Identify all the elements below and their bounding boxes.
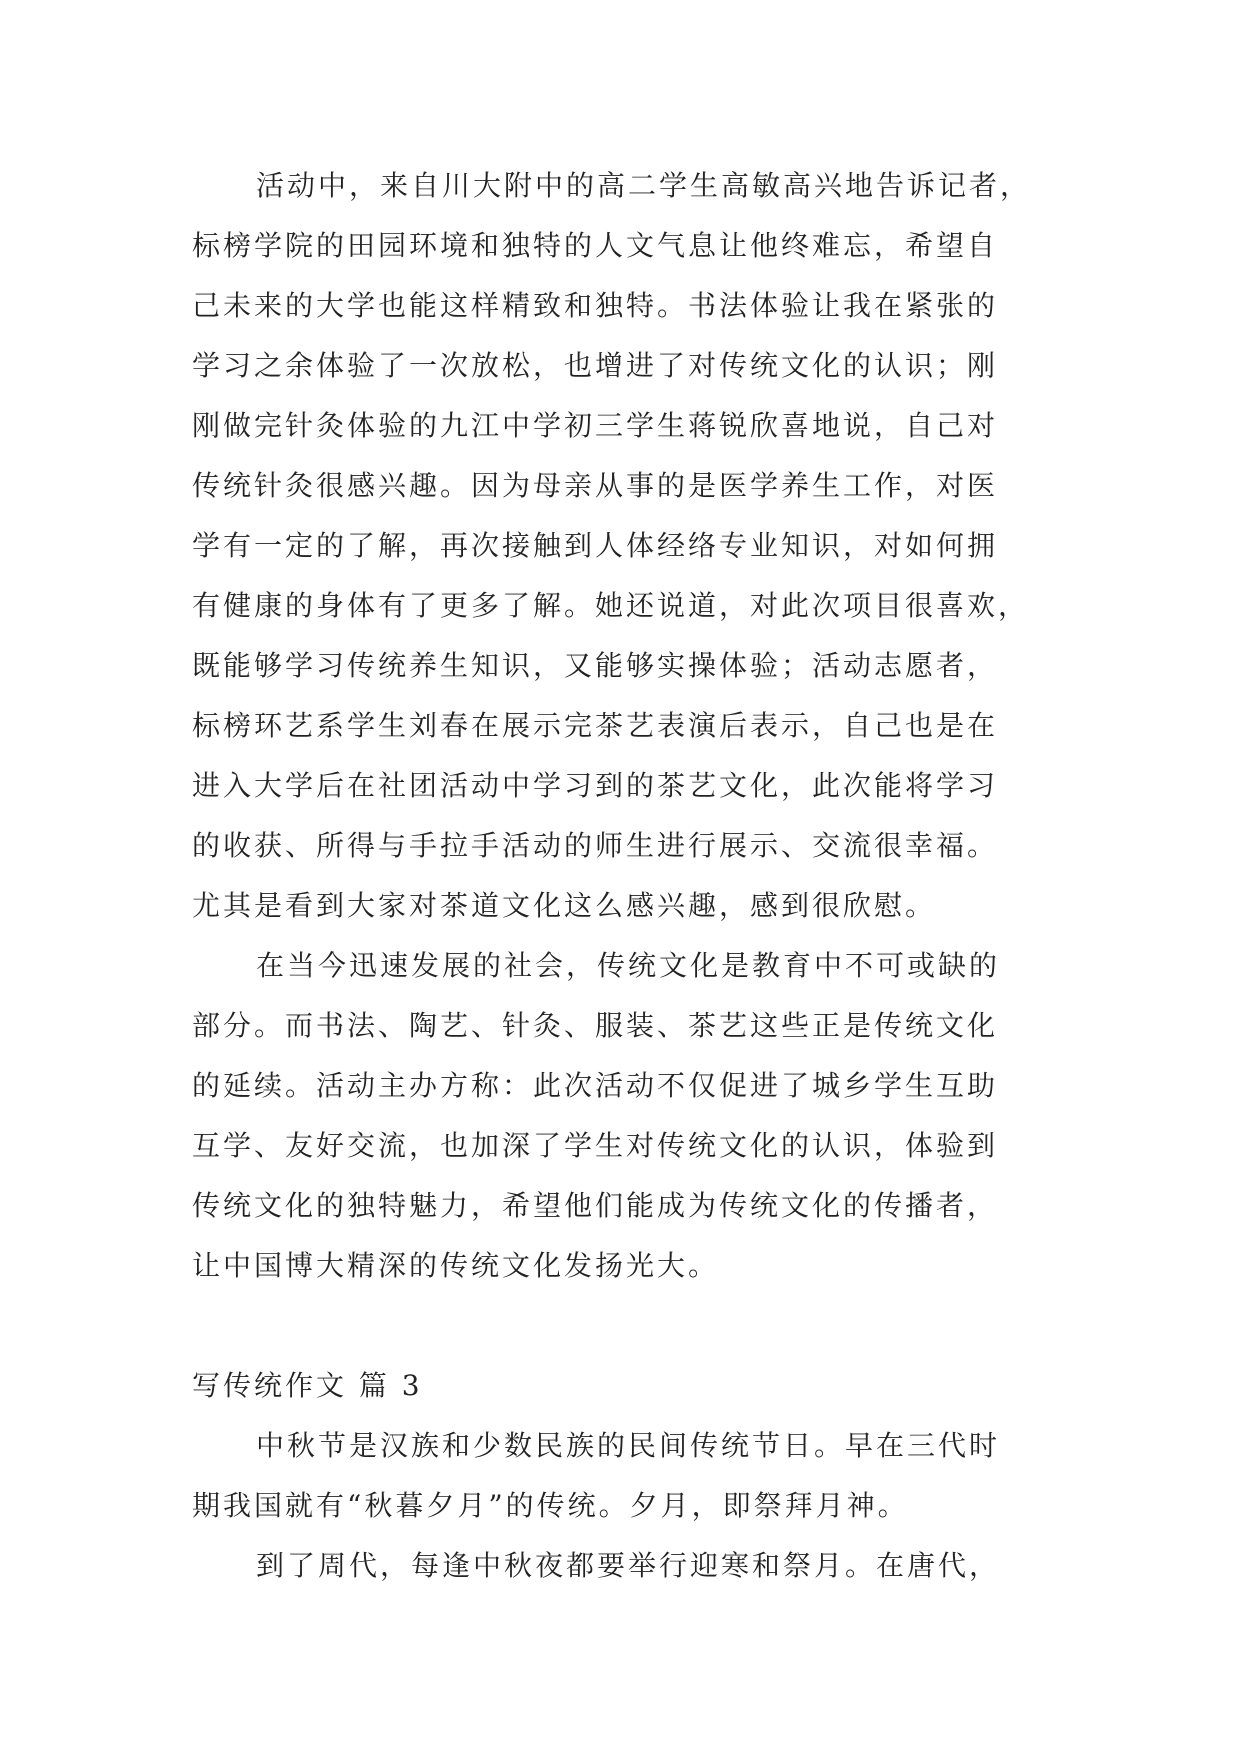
paragraph-line: 有健康的身体有了更多了解。她还说道，对此次项目很喜欢， bbox=[192, 589, 1030, 622]
paragraph-line: 学习之余体验了一次放松，也增进了对传统文化的认识；刚 bbox=[192, 349, 999, 382]
paragraph-line: 学有一定的了解，再次接触到人体经络专业知识，对如何拥 bbox=[192, 529, 999, 562]
document-body bbox=[192, 156, 1052, 1596]
paragraph-line: 让中国博大精深的传统文化发扬光大。 bbox=[192, 1249, 720, 1282]
paragraph-line: 标榜环艺系学生刘春在展示完茶艺表演后表示，自己也是在 bbox=[192, 709, 999, 742]
paragraph-line: 标榜学院的田园环境和独特的人文气息让他终难忘，希望自 bbox=[192, 229, 999, 262]
paragraph bbox=[192, 1536, 1052, 1596]
paragraph-line: 期我国就有“秋暮夕月”的传统。夕月，即祭拜月神。 bbox=[192, 1489, 909, 1522]
paragraph-line: 的延续。活动主办方称：此次活动不仅促进了城乡学生互助 bbox=[192, 1069, 999, 1102]
paragraph-line: 传统针灸很感兴趣。因为母亲从事的是医学养生工作，对医 bbox=[192, 469, 999, 502]
paragraph-line: 刚做完针灸体验的九江中学初三学生蒋锐欣喜地说，自己对 bbox=[192, 409, 999, 442]
paragraph-line: 中秋节是汉族和少数民族的民间传统节日。早在三代时 bbox=[256, 1429, 1001, 1462]
paragraph bbox=[192, 1416, 1052, 1536]
paragraph-line: 进入大学后在社团活动中学习到的茶艺文化，此次能将学习 bbox=[192, 769, 999, 802]
paragraph bbox=[192, 156, 1052, 936]
paragraph-line: 传统文化的独特魅力，希望他们能成为传统文化的传播者， bbox=[192, 1189, 999, 1222]
paragraph bbox=[192, 936, 1052, 1296]
paragraph-line: 部分。而书法、陶艺、针灸、服装、茶艺这些正是传统文化 bbox=[192, 1009, 999, 1042]
paragraph-line: 到了周代，每逢中秋夜都要举行迎寒和祭月。在唐代， bbox=[256, 1549, 1001, 1582]
paragraph-line: 在当今迅速发展的社会，传统文化是教育中不可或缺的 bbox=[256, 949, 1001, 982]
paragraph-spacer bbox=[192, 1296, 1052, 1356]
paragraph-line: 既能够学习传统养生知识，又能够实操体验；活动志愿者， bbox=[192, 649, 999, 682]
paragraph-line: 尤其是看到大家对茶道文化这么感兴趣，感到很欣慰。 bbox=[192, 889, 937, 922]
paragraph-line: 互学、友好交流，也加深了学生对传统文化的认识，体验到 bbox=[192, 1129, 999, 1162]
paragraph-line: 己未来的大学也能这样精致和独特。书法体验让我在紧张的 bbox=[192, 289, 999, 322]
paragraph-line: 的收获、所得与手拉手活动的师生进行展示、交流很幸福。 bbox=[192, 829, 999, 862]
paragraph-line: 活动中，来自川大附中的高二学生高敏高兴地告诉记者， bbox=[256, 169, 1032, 202]
section-heading: 写传统作文 篇 3 bbox=[192, 1369, 423, 1402]
